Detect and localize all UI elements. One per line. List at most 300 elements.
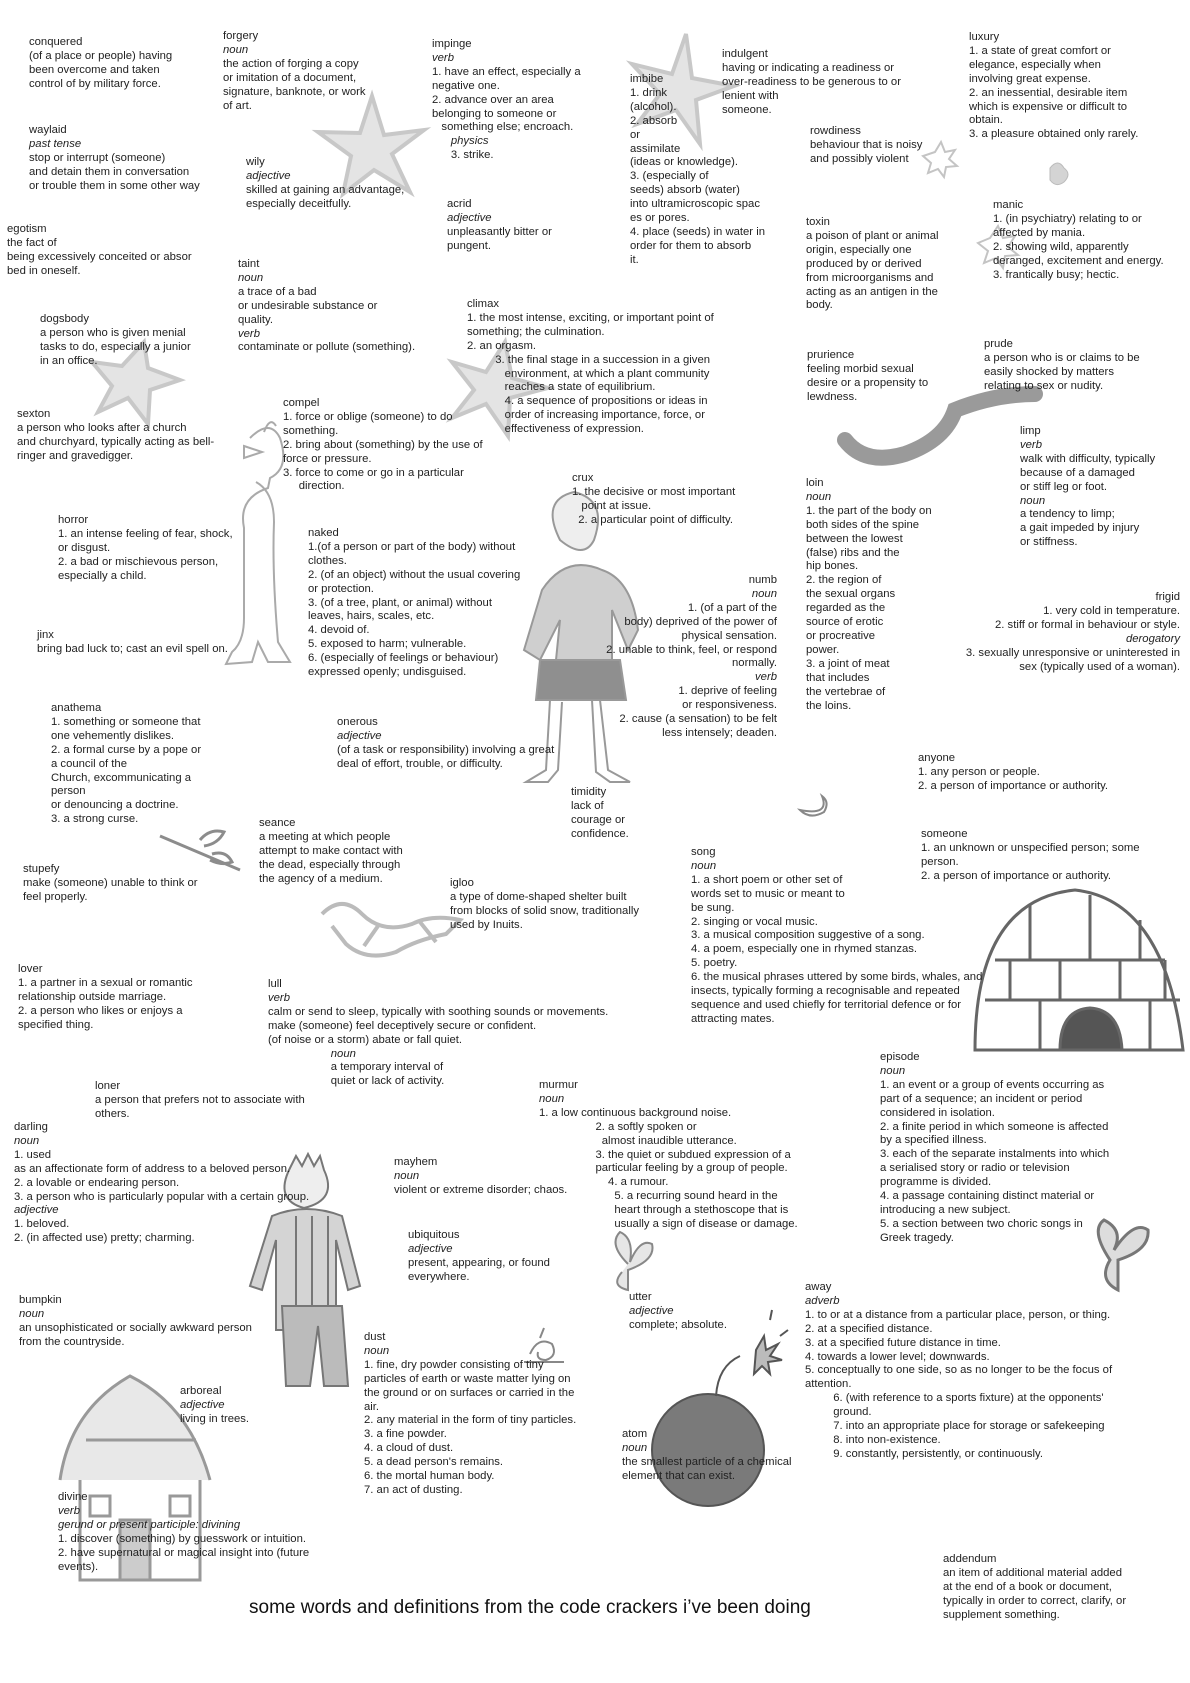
definition-divine <box>58 1491 309 1574</box>
headword: atom <box>622 1428 648 1440</box>
definition-line: acting as an antigen in the <box>806 285 938 298</box>
headword: manic <box>993 199 1024 211</box>
definition-line: 5. a recurring sound heard in the <box>539 1190 778 1203</box>
definition-line: a poison of plant or animal <box>806 229 939 242</box>
definition-line: noun <box>394 1169 420 1182</box>
headword: onerous <box>337 716 378 728</box>
definition-line: point at issue. <box>572 499 652 512</box>
definition-line: or trouble them in some other way <box>29 179 200 192</box>
definition-murmur <box>539 1079 798 1232</box>
definition-line: 1. drink <box>630 86 668 99</box>
definition-seance <box>259 817 403 887</box>
definition-loin <box>806 477 932 713</box>
definition-naked <box>308 527 520 680</box>
definition-line: force or pressure. <box>283 452 372 465</box>
definition-line: direction. <box>283 480 345 493</box>
headword: utter <box>629 1291 652 1303</box>
definition-line: 3. the final stage in a succession in a given <box>467 353 711 366</box>
headword: igloo <box>450 877 474 889</box>
definition-episode <box>880 1051 1109 1246</box>
definition-horror <box>58 514 233 584</box>
definition-line: ringer and gravedigger. <box>17 449 134 462</box>
definition-line: of art. <box>223 99 252 112</box>
definition-line: 3. a person who is particularly popular with a certain group. <box>14 1190 310 1203</box>
definition-line: sequence and used chiefly for territorial defence or for <box>691 998 962 1011</box>
definition-line: verb <box>755 671 777 684</box>
definition-line: deal of effort, trouble, or difficulty. <box>337 757 503 770</box>
definition-line: or procreative <box>806 629 876 642</box>
definition-lull <box>268 978 608 1089</box>
headword: dogsbody <box>40 313 89 325</box>
definition-line: in an office. <box>40 354 98 367</box>
definition-line: 1. have an effect, especially a <box>432 65 581 78</box>
headword: murmur <box>539 1079 578 1091</box>
igloo-doodle <box>975 890 1183 1050</box>
definition-line: less intensely; deaden. <box>662 726 777 739</box>
definition-line: feeling morbid sexual <box>807 362 914 375</box>
definition-line: heart through a stethoscope that is <box>539 1204 789 1217</box>
definition-line: or disgust. <box>58 541 111 554</box>
definition-line: quality. <box>238 313 273 326</box>
headword: stupefy <box>23 863 60 875</box>
definition-line: 1. the most intense, exciting, or important point of <box>467 311 714 324</box>
definition-line: 1. an event or a group of events occurring as <box>880 1078 1105 1091</box>
definition-line: 3. the quiet or subdued expression of a <box>539 1148 791 1161</box>
definition-line: verb <box>58 1504 80 1517</box>
headword: anyone <box>918 752 956 764</box>
definition-line: skilled at gaining an advantage, <box>246 183 405 196</box>
definition-line: a person who is given menial <box>40 326 186 339</box>
definition-jinx <box>37 629 228 657</box>
definition-line: 4. towards a lower level; downwards. <box>805 1350 990 1363</box>
headword: lull <box>268 978 282 990</box>
headword: sexton <box>17 408 51 420</box>
definition-line: 2. a person who likes or enjoys a <box>18 1004 183 1017</box>
definition-line: 2. a finite period in which someone is affected <box>880 1120 1109 1133</box>
definition-line: calm or send to sleep, typically with soothing sounds or movements. <box>268 1005 609 1018</box>
definition-prude <box>984 338 1140 394</box>
definition-line: lack of <box>571 799 604 812</box>
definition-line: 3. a joint of meat <box>806 657 890 670</box>
definition-line: and possibly violent <box>810 152 909 165</box>
definition-line: 1. something or someone that <box>51 715 201 728</box>
definition-line: into ultramicroscopic spac <box>630 198 760 211</box>
definition-line: 3. frantically busy; hectic. <box>993 268 1120 281</box>
definition-line: and detain them in conversation <box>29 165 190 178</box>
definition-line: 2. a formal curse by a pope or <box>51 743 202 756</box>
definition-line: 3. strike. <box>432 149 494 162</box>
definition-line: assimilate <box>630 142 681 155</box>
definition-line: usually a sign of disease or damage. <box>539 1218 798 1231</box>
definition-line: adjective <box>337 729 382 742</box>
definition-line: used by Inuits. <box>450 918 523 931</box>
definition-line: control of by military force. <box>29 77 161 90</box>
definition-line: 2. advance over an area <box>432 93 554 106</box>
definition-line: (of a task or responsibility) involving a great <box>337 743 555 756</box>
definition-line: hip bones. <box>806 560 859 573</box>
definition-line: verb <box>1020 438 1042 451</box>
definition-line: someone. <box>722 103 772 116</box>
headword: toxin <box>806 216 830 228</box>
definition-line: both sides of the spine <box>806 518 920 531</box>
definition-line: 4. a cloud of dust. <box>364 1442 454 1455</box>
headword: frigid <box>1155 591 1180 603</box>
headword: egotism <box>7 223 47 235</box>
definition-line: noun <box>19 1307 45 1320</box>
definition-line: programme is divided. <box>880 1176 992 1189</box>
definition-line: and churchyard, typically acting as bell- <box>17 435 215 448</box>
definition-line: unpleasantly bitter or <box>447 225 552 238</box>
definition-frigid <box>950 591 1180 674</box>
definition-rowdiness <box>810 125 922 167</box>
definition-line: attempt to make contact with <box>259 844 403 857</box>
definition-taint <box>238 258 415 355</box>
definition-line: stop or interrupt (someone) <box>29 151 166 164</box>
definition-line: 2. an inessential, desirable item <box>969 86 1128 99</box>
definition-line: effectiveness of expression. <box>467 423 644 436</box>
definition-onerous <box>337 716 554 772</box>
definition-line: part of a sequence; an incident or period <box>880 1092 1083 1105</box>
definition-line: normally. <box>732 657 777 670</box>
definition-mayhem <box>394 1156 567 1198</box>
definition-line: gerund or present participle: divining <box>58 1518 241 1531</box>
definition-line: an item of additional material added <box>943 1566 1122 1579</box>
headword: imbibe <box>630 73 664 85</box>
definition-line: seeds) absorb (water) <box>630 184 740 197</box>
definition-line: walk with difficulty, typically <box>1020 452 1156 465</box>
definition-line: over-readiness to be generous to or <box>722 75 901 88</box>
definition-line: a person that prefers not to associate with <box>95 1093 305 1106</box>
definition-line: one vehemently dislikes. <box>51 729 175 742</box>
definition-climax <box>467 298 714 437</box>
headword: conquered <box>29 36 83 48</box>
definition-line: noun <box>751 587 777 600</box>
definition-limp <box>1020 425 1155 550</box>
definition-line: from the countryside. <box>19 1335 125 1348</box>
definition-line: lewdness. <box>807 390 858 403</box>
headword: horror <box>58 514 89 526</box>
definition-line: words set to music or meant to <box>691 887 845 900</box>
definition-line: 2. absorb <box>630 114 678 127</box>
definition-line: regarded as the <box>806 602 886 615</box>
headword: dust <box>364 1331 386 1343</box>
definition-line: 1. an intense feeling of fear, shock, <box>58 527 233 540</box>
definition-line: 2. (in affected use) pretty; charming. <box>14 1232 195 1245</box>
definition-line: a meeting at which people <box>259 830 391 843</box>
headword: anathema <box>51 702 102 714</box>
definition-line: 2. have supernatural or magical insight into (future <box>58 1546 310 1559</box>
definition-line: 4. a passage containing distinct material or <box>880 1190 1095 1203</box>
headword: taint <box>238 258 260 270</box>
definition-line: from microorganisms and <box>806 271 934 284</box>
definition-line: the smallest particle of a chemical <box>622 1455 792 1468</box>
definition-line: the dead, especially through <box>259 858 401 871</box>
definition-line: others. <box>95 1107 130 1120</box>
definition-line: a trace of a bad <box>238 285 317 298</box>
definition-line: lenient with <box>722 89 779 102</box>
definition-line: complete; absolute. <box>629 1318 727 1331</box>
definition-line: courage or <box>571 813 626 826</box>
headword: divine <box>58 1491 88 1503</box>
headword: episode <box>880 1051 920 1063</box>
definition-line: 2. bring about (something) by the use of <box>283 438 483 451</box>
definition-indulgent <box>722 48 901 118</box>
definition-line: a type of dome-shaped shelter built <box>450 890 627 903</box>
definition-line: person <box>51 785 86 798</box>
definition-egotism <box>7 223 192 279</box>
definition-line: considered in isolation. <box>880 1106 995 1119</box>
definition-line: 7. an act of dusting. <box>364 1483 463 1496</box>
definition-line: 6. (especially of feelings or behaviour) <box>308 652 499 665</box>
definition-line: 3. at a specified future distance in time. <box>805 1336 1001 1349</box>
definition-line: the fact of <box>7 236 57 249</box>
definition-line: something else; encroach. <box>432 121 574 134</box>
definition-line: noun <box>622 1441 648 1454</box>
definition-line: the action of forging a copy <box>223 57 359 70</box>
definition-line: obtain. <box>969 114 1003 127</box>
headword: bumpkin <box>19 1294 62 1306</box>
definition-line: 1.(of a person or part of the body) without <box>308 540 516 553</box>
definition-line: 2. any material in the form of tiny particles. <box>364 1414 577 1427</box>
definition-line: a person who looks after a church <box>17 421 187 434</box>
definition-line: relating to sex or nudity. <box>984 379 1104 392</box>
definition-line: verb <box>432 51 454 64</box>
definition-line: which is expensive or difficult to <box>969 100 1128 113</box>
definition-song <box>691 846 982 1027</box>
definition-line: or <box>630 128 641 141</box>
definition-bumpkin <box>19 1294 252 1350</box>
definition-line: 5. a section between two choric songs in <box>880 1217 1083 1230</box>
definition-line: negative one. <box>432 79 500 92</box>
definition-line: 3. a fine powder. <box>364 1428 447 1441</box>
definition-line: the loins. <box>806 699 852 712</box>
definition-line: living in trees. <box>180 1412 250 1425</box>
definition-line: something; the culmination. <box>467 325 605 338</box>
definition-line: or undesirable substance or <box>238 299 378 312</box>
headword: seance <box>259 817 296 829</box>
definition-line: 2. a particular point of difficulty. <box>572 513 733 526</box>
headword: loin <box>806 477 824 489</box>
definition-line: 7. into an appropriate place for storage or safekeeping <box>805 1420 1105 1433</box>
definition-line: or imitation of a document, <box>223 71 357 84</box>
definition-line: as an affectionate form of address to a beloved person. <box>14 1162 291 1175</box>
definition-line: it. <box>630 253 639 266</box>
definition-forgery <box>223 30 366 113</box>
definition-line: at the end of a book or document, <box>943 1580 1112 1593</box>
definition-line: or responsiveness. <box>682 699 777 712</box>
definition-line: physical sensation. <box>681 629 777 642</box>
headword: crux <box>572 472 594 484</box>
definition-line: 1. used <box>14 1148 52 1161</box>
bird-doodle <box>800 796 827 816</box>
lizard-doodle <box>322 904 460 956</box>
definition-line: body) deprived of the power of <box>624 615 777 628</box>
definition-luxury <box>969 31 1138 142</box>
definition-line: confidence. <box>571 827 629 840</box>
headword: forgery <box>223 30 259 42</box>
definition-line: by a specified illness. <box>880 1134 987 1147</box>
definition-line: that includes <box>806 671 870 684</box>
definition-line: present, appearing, or found <box>408 1256 550 1269</box>
definition-line: events). <box>58 1560 99 1573</box>
duck-figure-doodle <box>226 422 290 664</box>
definition-impinge <box>432 38 581 163</box>
definition-line: 5. poetry. <box>691 957 738 970</box>
definition-line: contaminate or pollute (something). <box>238 341 416 354</box>
definition-line: 1. (in psychiatry) relating to or <box>993 212 1142 225</box>
headword: numb <box>748 574 777 586</box>
definition-line: or stiff leg or foot. <box>1020 480 1108 493</box>
definition-sexton <box>17 408 214 464</box>
definition-line: (of noise or a storm) abate or fall quiet. <box>268 1033 463 1046</box>
definition-line: 2. showing wild, apparently <box>993 240 1129 253</box>
definition-line: 2. a softly spoken or <box>539 1120 697 1133</box>
definition-line: signature, banknote, or work <box>223 85 366 98</box>
definition-utter <box>629 1291 727 1333</box>
definition-dogsbody <box>40 313 191 369</box>
definition-line: especially deceitfully. <box>246 197 352 210</box>
definition-line: sex (typically used of a woman). <box>1019 660 1180 673</box>
definition-line: es or pores. <box>630 212 690 225</box>
definition-line: having or indicating a readiness or <box>722 61 895 74</box>
butterfly-doodle <box>616 1232 653 1290</box>
definition-line: particles of earth or waste matter lying on <box>364 1372 571 1385</box>
definition-line: 1. beloved. <box>14 1218 70 1231</box>
definition-line: noun <box>691 859 717 872</box>
headword: acrid <box>447 198 472 210</box>
headword: song <box>691 846 716 858</box>
definition-line: expressed openly; undisguised. <box>308 666 467 679</box>
definition-line: 1. very cold in temperature. <box>1043 604 1180 617</box>
definition-line: a person who is or claims to be <box>984 351 1140 364</box>
headword: impinge <box>432 38 472 50</box>
definition-line: 3. (especially of <box>630 170 709 183</box>
headword: darling <box>14 1121 48 1133</box>
definition-toxin <box>806 216 939 313</box>
definition-numb <box>604 574 777 741</box>
definition-line: Greek tragedy. <box>880 1231 954 1244</box>
definition-darling <box>14 1121 309 1246</box>
definition-lover <box>18 963 193 1033</box>
definition-line: be sung. <box>691 901 735 914</box>
definition-line: 1. a state of great comfort or <box>969 44 1111 57</box>
definition-line: feel properly. <box>23 890 88 903</box>
definition-line: verb <box>238 327 260 340</box>
definition-line: insects, typically forming a recognisable and repeated <box>691 985 960 998</box>
definition-line: (ideas or knowledge). <box>630 156 739 169</box>
definition-line: quiet or lack of activity. <box>268 1075 445 1088</box>
definition-line: 1. a partner in a sexual or romantic <box>18 976 193 989</box>
headword: luxury <box>969 31 1000 43</box>
definition-away <box>805 1281 1112 1462</box>
definition-line: particular feeling by a group of people. <box>539 1162 788 1175</box>
definition-line: 2. a bad or mischievous person, <box>58 555 219 568</box>
definition-line: 3. force to come or go in a particular <box>283 466 464 479</box>
definition-line: or stiffness. <box>1020 536 1078 549</box>
definition-line: adjective <box>408 1242 453 1255</box>
definition-line: 1. the part of the body on <box>806 504 932 517</box>
definition-compel <box>283 397 483 494</box>
definition-line: noun <box>14 1134 40 1147</box>
headword: timidity <box>571 786 607 798</box>
definition-line: make (someone) feel deceptively secure or confident. <box>268 1019 537 1032</box>
definition-line: 4. a poem, especially one in rhymed stanzas. <box>691 943 918 956</box>
headword: someone <box>921 828 968 840</box>
definition-line: 2. a lovable or endearing person. <box>14 1176 180 1189</box>
definition-line: 1. discover (something) by guesswork or intuition. <box>58 1532 307 1545</box>
definition-line: 6. the musical phrases uttered by some birds, whales, and <box>691 971 983 984</box>
definition-line: everywhere. <box>408 1270 470 1283</box>
headword: addendum <box>943 1553 997 1565</box>
definition-line: source of erotic <box>806 616 884 629</box>
definition-line: 4. devoid of. <box>308 624 370 637</box>
definition-line: produced by or derived <box>806 257 922 270</box>
definition-ubiquitous <box>408 1229 550 1285</box>
definition-line: 2. an orgasm. <box>467 339 537 352</box>
definition-line: between the lowest <box>806 532 903 545</box>
definition-line: noun <box>223 43 249 56</box>
definition-line: a gait impeded by injury <box>1020 522 1140 535</box>
definition-line: 3. a musical composition suggestive of a song. <box>691 929 925 942</box>
definition-line: bed in oneself. <box>7 264 81 277</box>
definition-prudence <box>807 349 928 405</box>
definition-line: or protection. <box>308 582 374 595</box>
definition-line: specified thing. <box>18 1018 94 1031</box>
definition-line: 1. to or at a distance from a particular place, person, or thing. <box>805 1308 1111 1321</box>
headword: wily <box>246 156 265 168</box>
definition-line: a serialised story or radio or television <box>880 1162 1070 1175</box>
definition-manic <box>993 199 1164 282</box>
definition-line: 2. (of an object) without the usual covering <box>308 568 521 581</box>
definition-line: element that can exist. <box>622 1469 736 1482</box>
definition-loner <box>95 1080 305 1122</box>
definition-line: especially a child. <box>58 569 147 582</box>
definition-line: (alcohol). <box>630 100 677 113</box>
definition-line: environment, at which a plant community <box>467 367 710 380</box>
definition-line: power. <box>806 643 840 656</box>
headword: away <box>805 1281 832 1293</box>
definition-line: an unsophisticated or socially awkward person <box>19 1321 252 1334</box>
definition-line: 1. deprive of feeling <box>678 685 777 698</box>
definition-line: adverb <box>805 1294 840 1307</box>
definition-line: noun <box>539 1092 565 1105</box>
definition-line: attention. <box>805 1378 852 1391</box>
definition-line: the vertebrae of <box>806 685 886 698</box>
definition-line: tasks to do, especially a junior <box>40 340 191 353</box>
definition-line: attracting mates. <box>691 1012 775 1025</box>
definition-line: 2. at a specified distance. <box>805 1322 933 1335</box>
definition-line: typically in order to correct, clarify, or <box>943 1594 1127 1607</box>
definition-stupefy <box>23 863 198 905</box>
definition-wily <box>246 156 404 212</box>
definition-line: verb <box>268 991 290 1004</box>
definition-anyone <box>918 752 1108 794</box>
definition-line: been overcome and taken <box>29 63 160 76</box>
definition-line: adjective <box>447 211 492 224</box>
definition-line: 1. fine, dry powder consisting of tiny <box>364 1358 544 1371</box>
definition-line: the ground or on surfaces or carried in the <box>364 1386 575 1399</box>
definition-line: 6. the mortal human body. <box>364 1470 495 1483</box>
definition-line: a temporary interval of <box>268 1061 444 1074</box>
definition-line: 3. a pleasure obtained only rarely. <box>969 128 1139 141</box>
definition-line: 1. any person or people. <box>918 765 1040 778</box>
definition-line: clothes. <box>308 554 347 567</box>
definition-line: 1. force or oblige (someone) to do <box>283 410 453 423</box>
definition-dust <box>364 1331 576 1498</box>
definition-anathema <box>51 702 201 827</box>
definition-line: the agency of a medium. <box>259 872 383 885</box>
definition-line: 1. an unknown or unspecified person; some <box>921 841 1140 854</box>
